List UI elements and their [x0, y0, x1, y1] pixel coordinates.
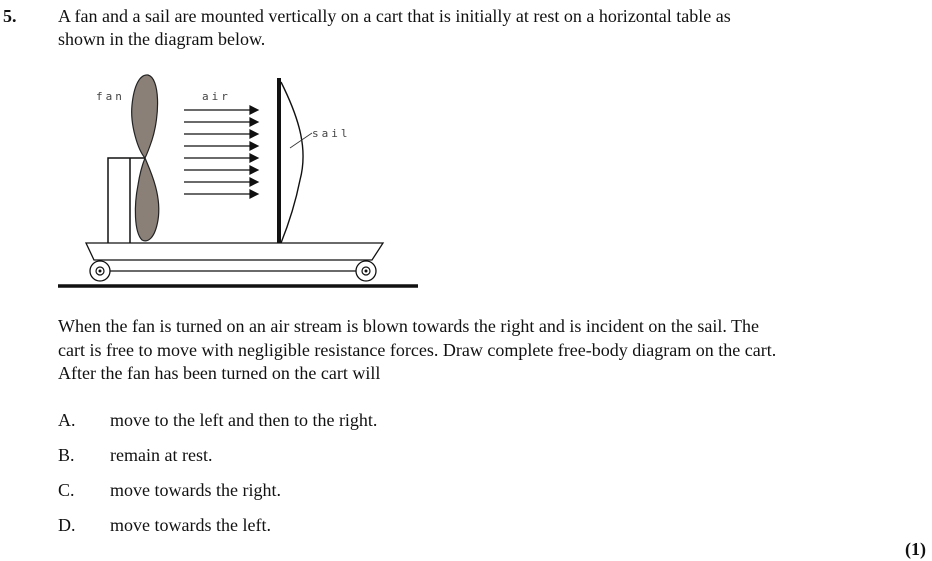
intro-line-2: shown in the diagram below.: [58, 29, 266, 49]
option-d-letter: D.: [58, 515, 76, 535]
option-d-text: move towards the left.: [110, 515, 271, 535]
option-c-text: move towards the right.: [110, 480, 281, 500]
fan-blade-upper: [132, 75, 158, 158]
fan-label: fan: [96, 90, 125, 103]
wheel-left: [90, 261, 110, 281]
body-line-2: cart is free to move with negligible resistance forces. Draw complete free-body diagram on the cart.: [58, 340, 777, 360]
intro-line-1: A fan and a sail are mounted vertically on a cart that is initially at rest on a horizontal table as: [58, 6, 731, 26]
cart-body: [86, 243, 383, 260]
body-line-1: When the fan is turned on an air stream is blown towards the right and is incident on the sail. The: [58, 316, 759, 336]
body-line-3: After the fan has been turned on the cart will: [58, 363, 381, 383]
option-a-letter: A.: [58, 410, 76, 430]
marks-indicator: (1): [905, 539, 926, 559]
option-a-text: move to the left and then to the right.: [110, 410, 378, 430]
sail: [281, 82, 303, 243]
air-stream: [184, 106, 258, 198]
air-label: air: [202, 90, 231, 103]
question-number: 5.: [3, 6, 17, 26]
option-c-letter: C.: [58, 480, 75, 500]
wheel-right: [356, 261, 376, 281]
option-b-text: remain at rest.: [110, 445, 213, 465]
option-b-letter: B.: [58, 445, 75, 465]
fan-blade-lower: [135, 158, 158, 241]
sail-label: sail: [312, 127, 351, 140]
